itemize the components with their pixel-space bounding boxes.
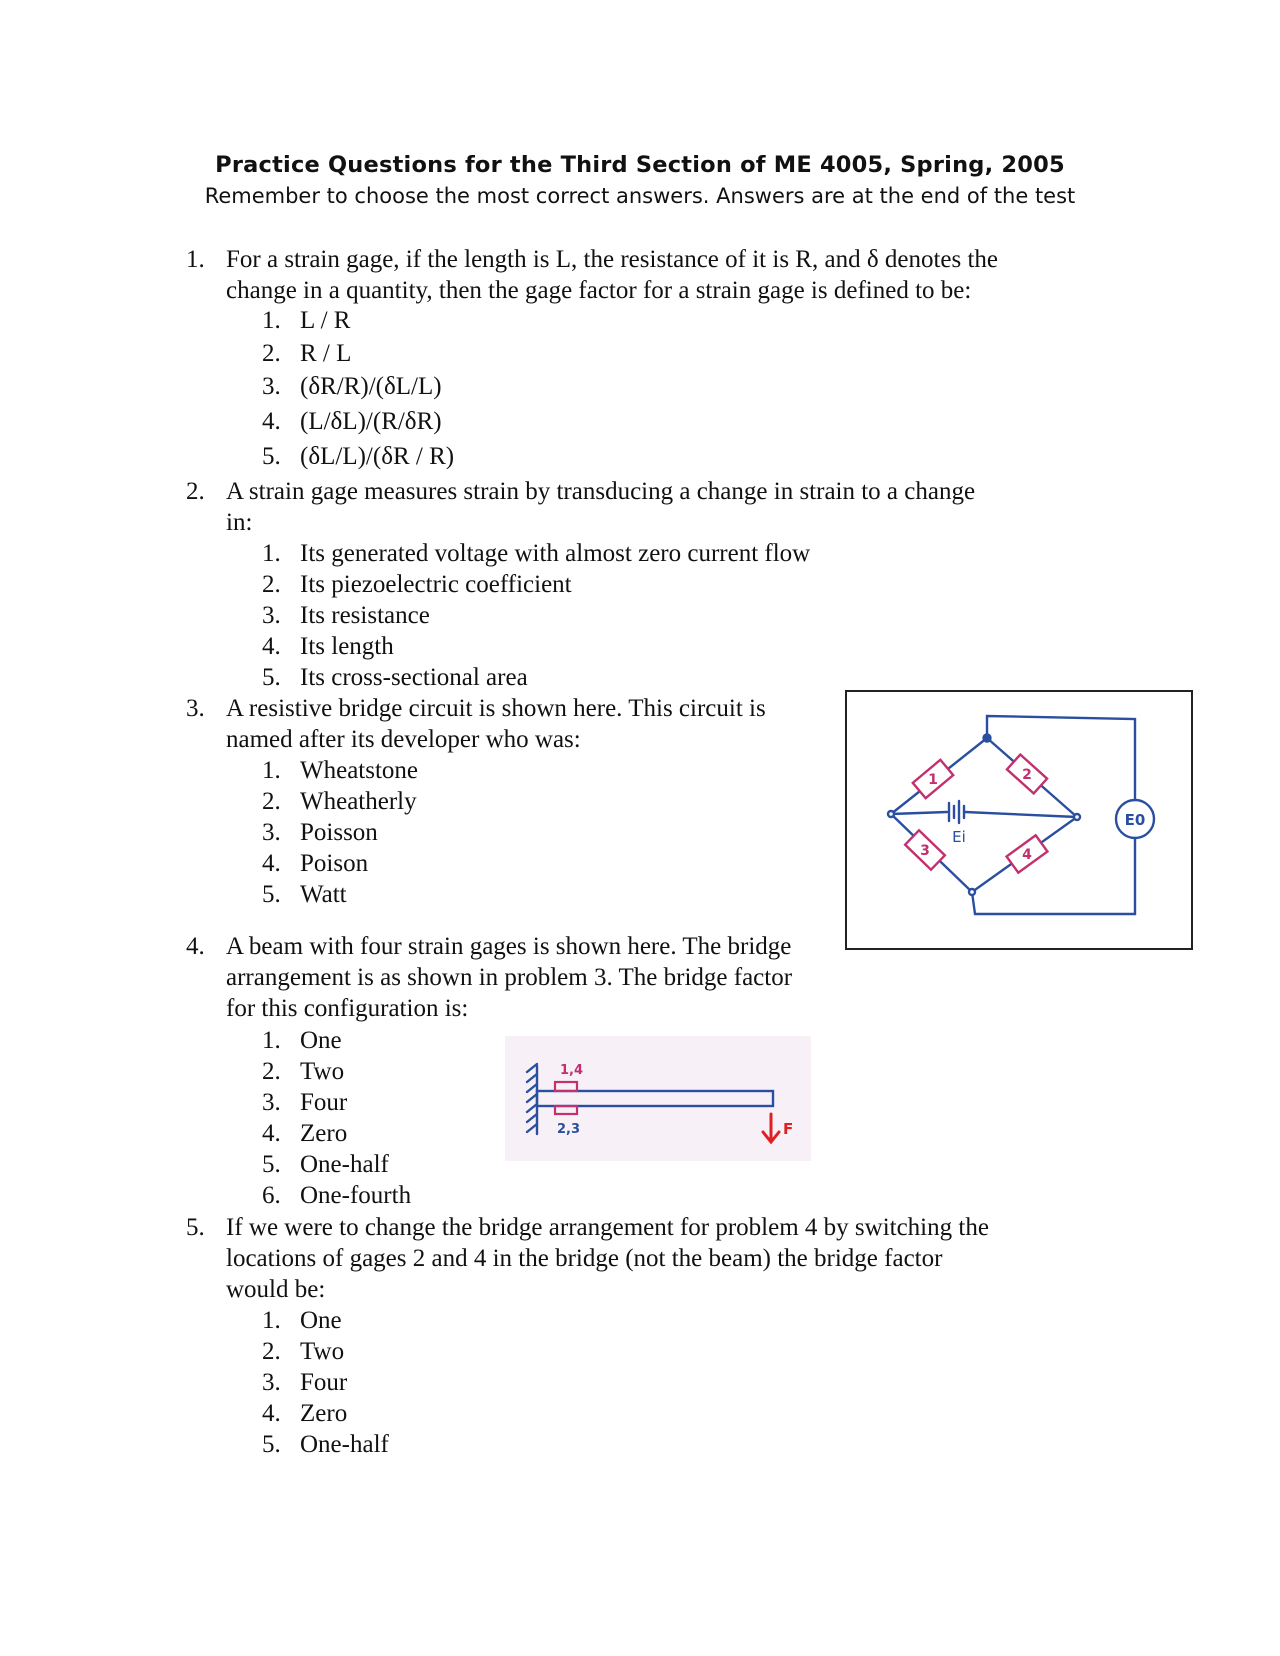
gage-label-3: 3 — [920, 843, 930, 859]
option-number: 3. — [262, 1089, 281, 1116]
option-text: (δR/R)/(δL/L) — [300, 373, 442, 400]
question-number: 5. — [186, 1214, 205, 1241]
option-item — [262, 1149, 389, 1180]
option-text: Poisson — [300, 819, 378, 846]
question-text-line: would be: — [226, 1276, 326, 1303]
option-number: 2. — [262, 788, 281, 815]
option-number: 4. — [262, 1120, 281, 1147]
option-number: 2. — [262, 1338, 281, 1365]
option-number: 2. — [262, 1058, 281, 1085]
option-text: (L/δL)/(R/δR) — [300, 408, 442, 435]
wall-hatch — [527, 1074, 537, 1082]
option-item — [262, 441, 454, 472]
option-item — [262, 371, 442, 402]
question-text-line: A beam with four strain gages is shown here. The bridge — [226, 933, 792, 960]
question-text-line: If we were to change the bridge arrangement for problem 4 by switching the — [226, 1214, 989, 1241]
option-item — [262, 662, 528, 693]
option-number: 3. — [262, 819, 281, 846]
option-item — [262, 1429, 389, 1460]
option-number: 1. — [262, 757, 281, 784]
option-number: 1. — [262, 1307, 281, 1334]
option-item — [262, 1056, 344, 1087]
option-item — [262, 755, 418, 786]
option-text: Its length — [300, 633, 394, 660]
gage-label-4: 4 — [1022, 847, 1032, 863]
question-text-line: in: — [226, 509, 253, 536]
option-number: 4. — [262, 408, 281, 435]
option-text: Its cross-sectional area — [300, 664, 528, 691]
option-item — [262, 1087, 347, 1118]
option-item — [262, 538, 810, 569]
option-text: Its generated voltage with almost zero current flow — [300, 540, 811, 567]
gage-top — [555, 1082, 577, 1091]
question-text-line: arrangement is as shown in problem 3. The bridge factor — [226, 964, 793, 991]
option-item — [262, 631, 394, 662]
node — [984, 735, 991, 742]
option-text: Poison — [300, 850, 369, 877]
option-item — [262, 848, 368, 879]
option-item — [262, 1025, 342, 1056]
node — [888, 811, 894, 817]
question-text-line: for this configuration is: — [226, 995, 469, 1022]
wall-hatch — [527, 1094, 537, 1102]
question-number: 1. — [186, 246, 205, 273]
gage-label-2: 2 — [1022, 767, 1032, 783]
option-number: 3. — [262, 373, 281, 400]
output-label: E0 — [1124, 811, 1146, 829]
option-number: 5. — [262, 443, 281, 470]
option-item — [262, 1336, 344, 1367]
option-text: R / L — [300, 340, 352, 367]
option-text: Four — [300, 1089, 348, 1116]
question-text-line: named after its developer who was: — [226, 726, 581, 753]
option-number: 4. — [262, 850, 281, 877]
option-text: Wheatherly — [300, 788, 417, 815]
question-text-line: For a strain gage, if the length is L, the resistance of it is R, and δ denotes the — [226, 246, 999, 273]
option-item — [262, 600, 430, 631]
option-item — [262, 817, 378, 848]
bridge-wire — [965, 812, 1077, 817]
option-number: 1. — [262, 307, 281, 334]
option-text: (δL/L)/(δR / R) — [300, 443, 455, 470]
option-item — [262, 879, 347, 910]
bridge-circuit-figure — [845, 690, 1193, 950]
wall-hatch — [527, 1064, 537, 1072]
option-text: Watt — [300, 881, 347, 908]
option-text: Two — [300, 1058, 345, 1085]
bridge-circuit-diagram — [847, 692, 1191, 948]
wall-hatch — [527, 1104, 537, 1112]
option-number: 3. — [262, 1369, 281, 1396]
question-text-line: A strain gage measures strain by transducing a change in strain to a change — [226, 478, 976, 505]
option-text: One — [300, 1307, 342, 1334]
option-item — [262, 305, 350, 336]
top-gage-label: 1,4 — [560, 1063, 584, 1078]
question-number: 4. — [186, 933, 205, 960]
option-item — [262, 569, 572, 600]
option-text: Its resistance — [300, 602, 430, 629]
option-number: 4. — [262, 633, 281, 660]
option-text: Four — [300, 1369, 348, 1396]
node — [1074, 814, 1080, 820]
option-text: Wheatstone — [300, 757, 419, 784]
question-text-line: change in a quantity, then the gage factor for a strain gage is defined to be: — [226, 277, 972, 304]
option-number: 5. — [262, 664, 281, 691]
beam-body — [537, 1091, 773, 1106]
option-number: 5. — [262, 1151, 281, 1178]
option-item — [262, 1180, 411, 1211]
wall-hatch — [527, 1084, 537, 1092]
option-number: 4. — [262, 1400, 281, 1427]
option-text: Two — [300, 1338, 345, 1365]
bridge-wire — [891, 812, 947, 814]
option-item — [262, 406, 442, 437]
option-text: One-half — [300, 1151, 389, 1178]
gage-label-1: 1 — [928, 772, 938, 788]
force-label: F — [783, 1120, 794, 1138]
source-label: Ei — [952, 828, 966, 846]
option-number: 6. — [262, 1182, 281, 1209]
option-item — [262, 1118, 347, 1149]
page-title: Practice Questions for the Third Section of ME 4005, Spring, 2005 — [215, 152, 1065, 178]
question-number: 2. — [186, 478, 205, 505]
question-number: 3. — [186, 695, 205, 722]
wall-hatch — [527, 1124, 537, 1132]
option-number: 5. — [262, 1431, 281, 1458]
option-item — [262, 1305, 342, 1336]
page-subtitle: Remember to choose the most correct answers. Answers are at the end of the test — [204, 184, 1076, 208]
bottom-gage-label: 2,3 — [557, 1122, 581, 1137]
option-number: 2. — [262, 571, 281, 598]
question-text-line: A resistive bridge circuit is shown here. This circuit is — [226, 695, 766, 722]
node — [969, 889, 975, 895]
option-item — [262, 338, 351, 369]
option-number: 3. — [262, 602, 281, 629]
question-text-line: locations of gages 2 and 4 in the bridge (not the beam) the bridge factor — [226, 1245, 943, 1272]
wall-hatch — [527, 1114, 537, 1122]
option-number: 2. — [262, 340, 281, 367]
option-text: One — [300, 1027, 342, 1054]
option-number: 1. — [262, 1027, 281, 1054]
option-text: Zero — [300, 1400, 348, 1427]
option-number: 1. — [262, 540, 281, 567]
option-number: 5. — [262, 881, 281, 908]
option-item — [262, 1367, 347, 1398]
option-text: Zero — [300, 1120, 348, 1147]
option-item — [262, 1398, 347, 1429]
option-item — [262, 786, 417, 817]
option-text: One-fourth — [300, 1182, 412, 1209]
beam-figure — [505, 1036, 811, 1161]
beam-diagram — [505, 1036, 811, 1161]
option-text: L / R — [300, 307, 351, 334]
option-text: Its piezoelectric coefficient — [300, 571, 572, 598]
option-text: One-half — [300, 1431, 389, 1458]
